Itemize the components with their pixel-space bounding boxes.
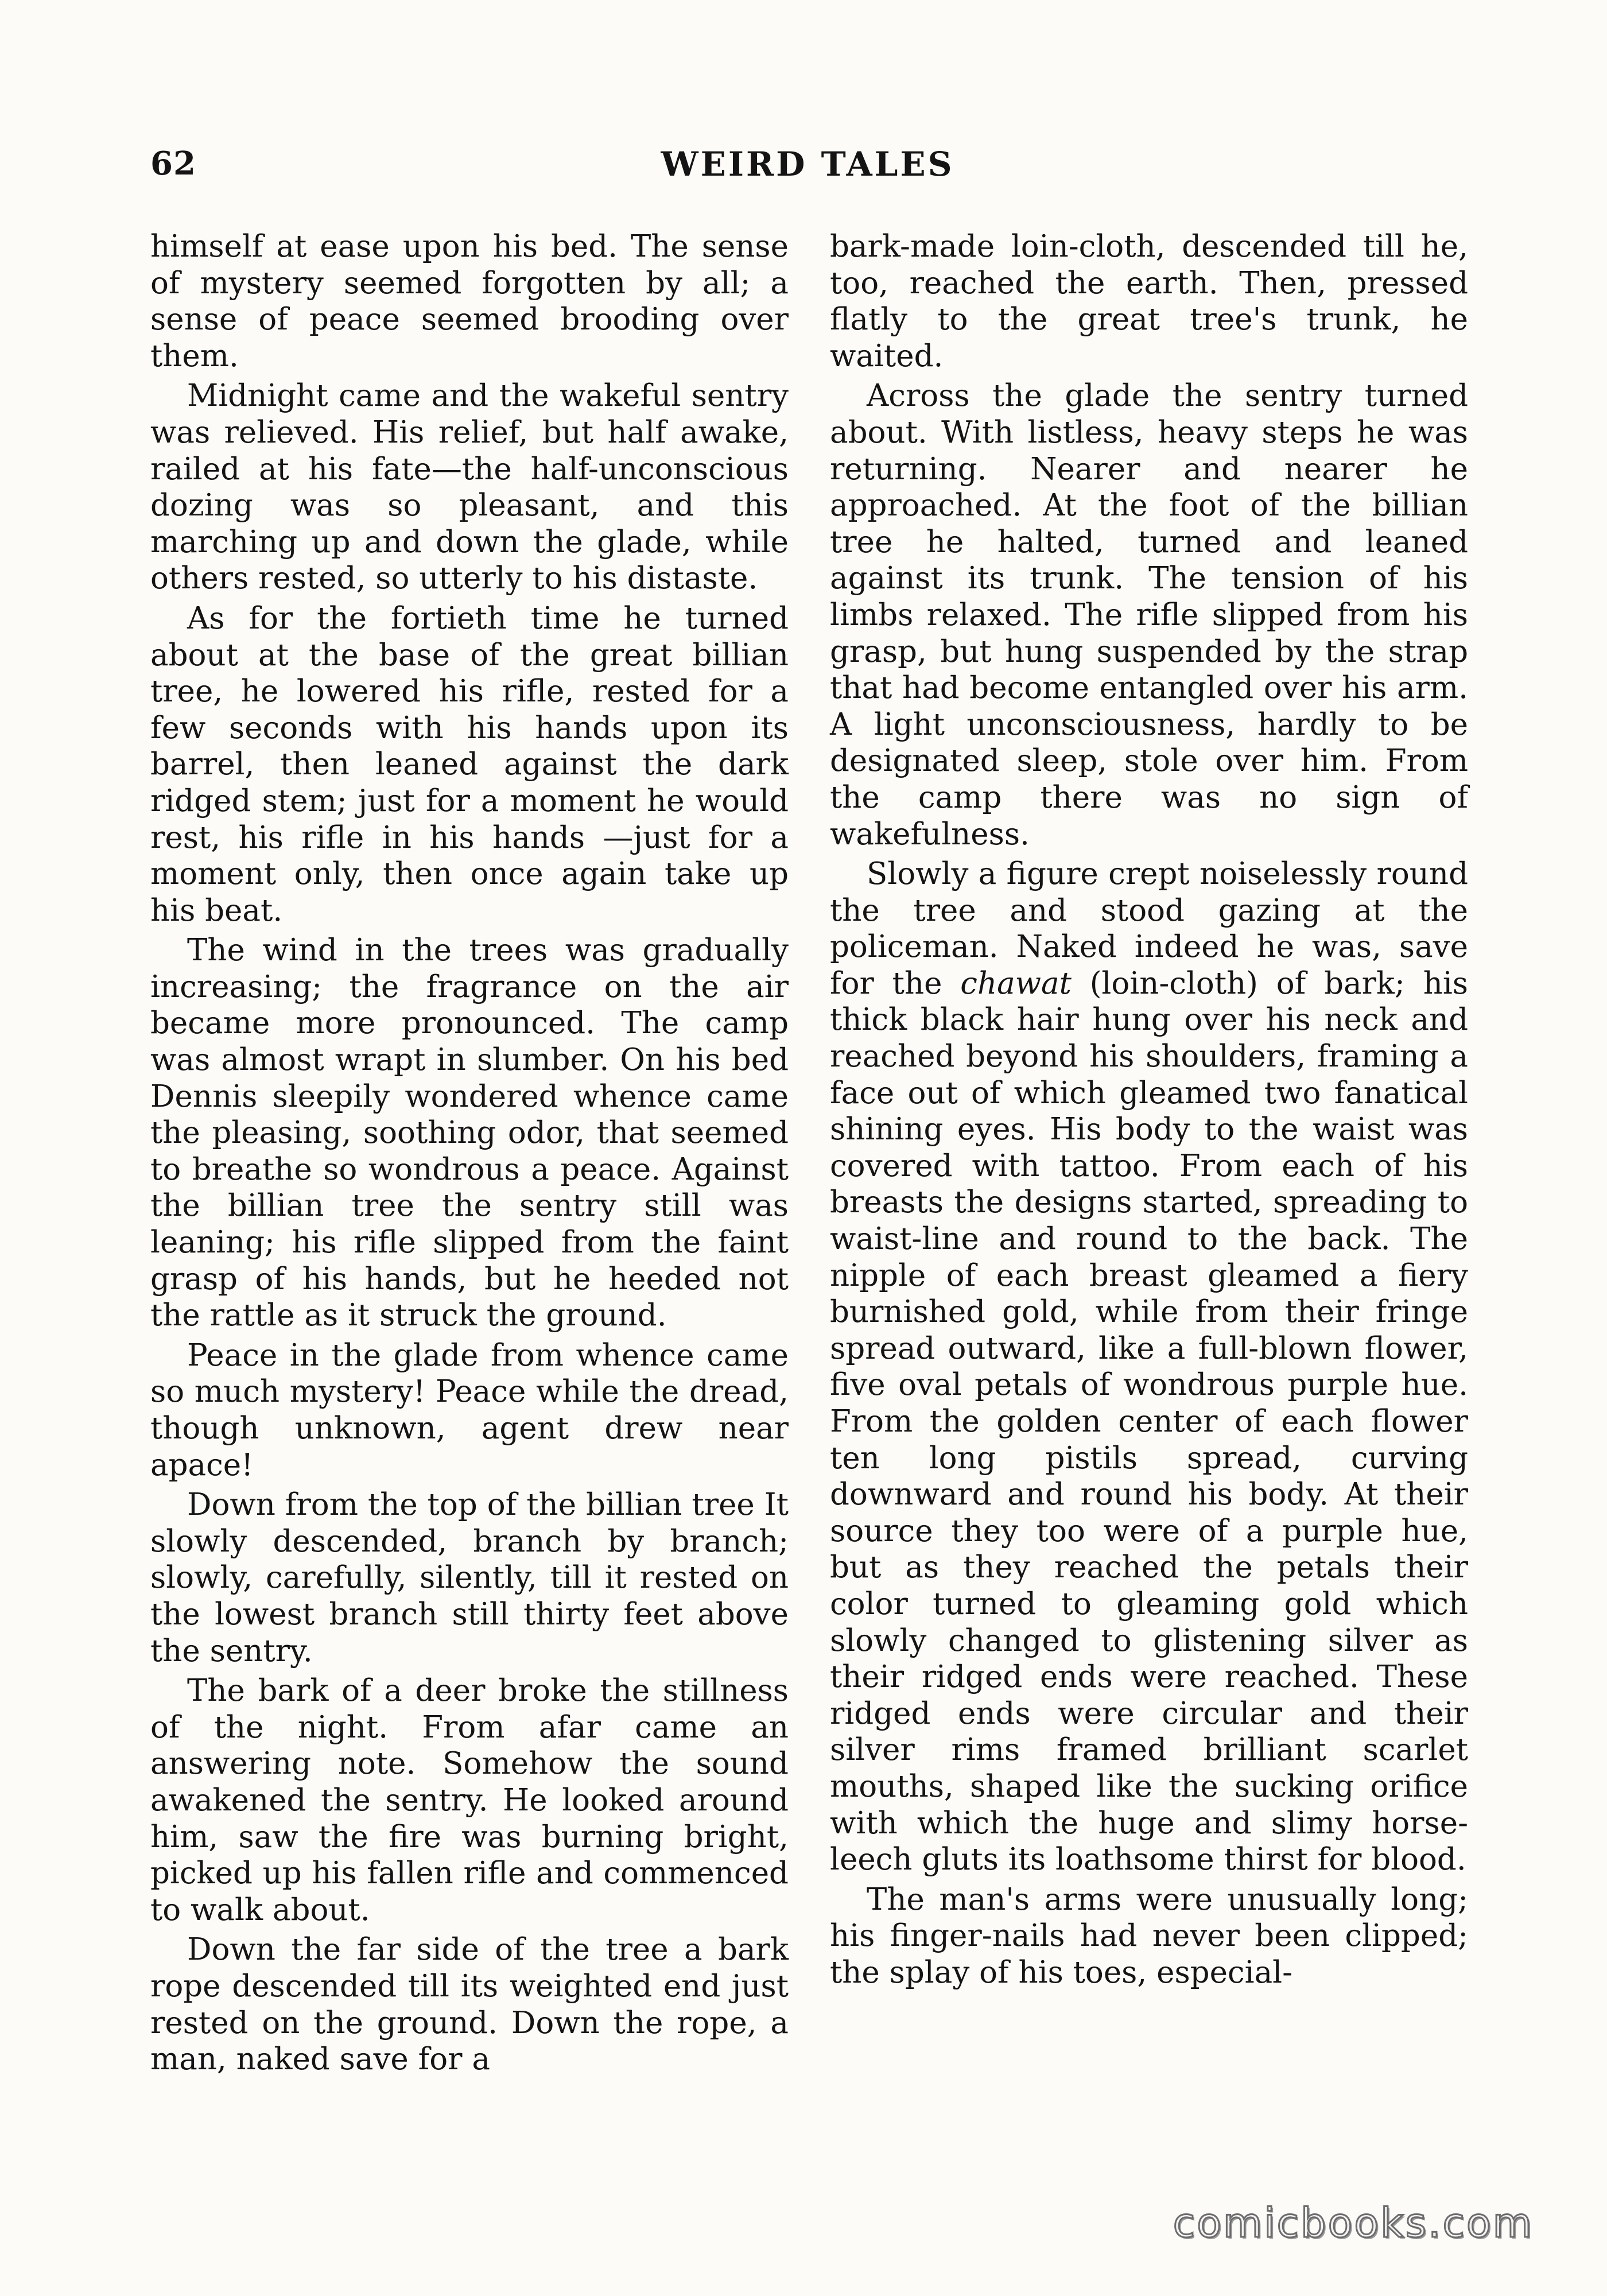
paragraph [830, 856, 1468, 1878]
paragraph: Down from the top of the billian tree It slowly descended, branch by branch; slowly, carefully, silently, till it rested on the lowest branch still thirty feet above the sentry. [150, 1487, 789, 1669]
page-header [150, 145, 1465, 191]
paragraph: Across the glade the sentry turned about. With listless, heavy steps he was returning. Nearer and nearer he approached. At the foot of the billian tree he halted, turned and leaned against its trunk. The tension of his limbs relaxed. The rifle slipped from his grasp, but hung suspended by the strap that had become entangled over his arm. A light unconsciousness, hardly to be designated sleep, stole over him. From the camp there was no sign of wakefulness. [830, 378, 1468, 852]
paragraph: himself at ease upon his bed. The sense of mystery seemed forgotten by all; a sense of peace seemed brooding over them. [150, 229, 789, 374]
right-column [830, 228, 1468, 1995]
paragraph-text: Slowly a figure crept noiselessly round the tree and stood gazing at the policeman. Naked indeed he was, save for the [830, 856, 1468, 1001]
magazine-title: WEIRD TALES [661, 145, 954, 184]
paragraph: Midnight came and the wakeful sentry was relieved. His relief, but half awake, railed at his fate—the half-unconscious dozing was so pleasant, and this marching up and down the glade, while others rested, so utterly to his distaste. [150, 378, 789, 596]
paragraph: Peace in the glade from whence came so much mystery! Peace while the dread, though unknown, agent drew near apace! [150, 1337, 789, 1483]
paragraph: Down the far side of the tree a bark rope descended till its weighted end just rested on the ground. Down the rope, a man, naked save for a [150, 1932, 789, 2077]
paragraph: As for the fortieth time he turned about at the base of the great billian tree, he lowered his rifle, rested for a few seconds with his hands upon its barrel, then leaned against the dark ridged stem; just for a moment he would rest, his rifle in his hands —just for a moment only, then once again take up his beat. [150, 600, 789, 928]
paragraph: The bark of a deer broke the stillness of the night. From afar came an answering note. Somehow the sound awakened the sentry. He looked around him, saw the fire was burning bright, picked up his fallen rifle and commenced to walk about. [150, 1673, 789, 1927]
paragraph: The man's arms were unusually long; his finger-nails had never been clipped; the splay of his toes, especial- [830, 1882, 1468, 1990]
italic-term: chawat [960, 965, 1072, 1001]
left-column [150, 228, 789, 2081]
paragraph: bark-made loin-cloth, descended till he, too, reached the earth. Then, pressed flatly to the great tree's trunk, he waited. [830, 229, 1468, 374]
watermark: comicbooks.com [1173, 2200, 1534, 2247]
paragraph: The wind in the trees was gradually increasing; the fragrance on the air became more pronounced. The camp was almost wrapt in slumber. On his bed Dennis sleepily wondered whence came the pleasing, soothing odor, that seemed to breathe so wondrous a peace. Against the billian tree the sentry still was leaning; his rifle slipped from the faint grasp of his hands, but he heeded not the rattle as it struck the ground. [150, 933, 789, 1333]
page-number: 62 [150, 145, 196, 183]
paragraph-text: (loin-cloth) of bark; his thick black hair hung over his neck and reached beyond his shoulders, framing a face out of which gleamed two fanatical shining eyes. His body to the waist was covered with tattoo. From each of his breasts the designs started, spreading to waist-line and round to the back. The nipple of each breast gleamed a fiery burnished gold, while from their fringe spread outward, like a full-blown flower, five oval petals of wondrous purple hue. From the golden center of each flower ten long pistils spread, curving downward and round his body. At their source they too were of a purple hue, but as they reached the petals their color turned to gleaming gold which slowly changed to glistening silver as their ridged ends were reached. These ridged ends were circular and their silver rims framed brilliant scarlet mouths, shaped like the sucking orifice with which the huge and slimy horse-leech gluts its loathsome thirst for blood. [830, 965, 1468, 1878]
